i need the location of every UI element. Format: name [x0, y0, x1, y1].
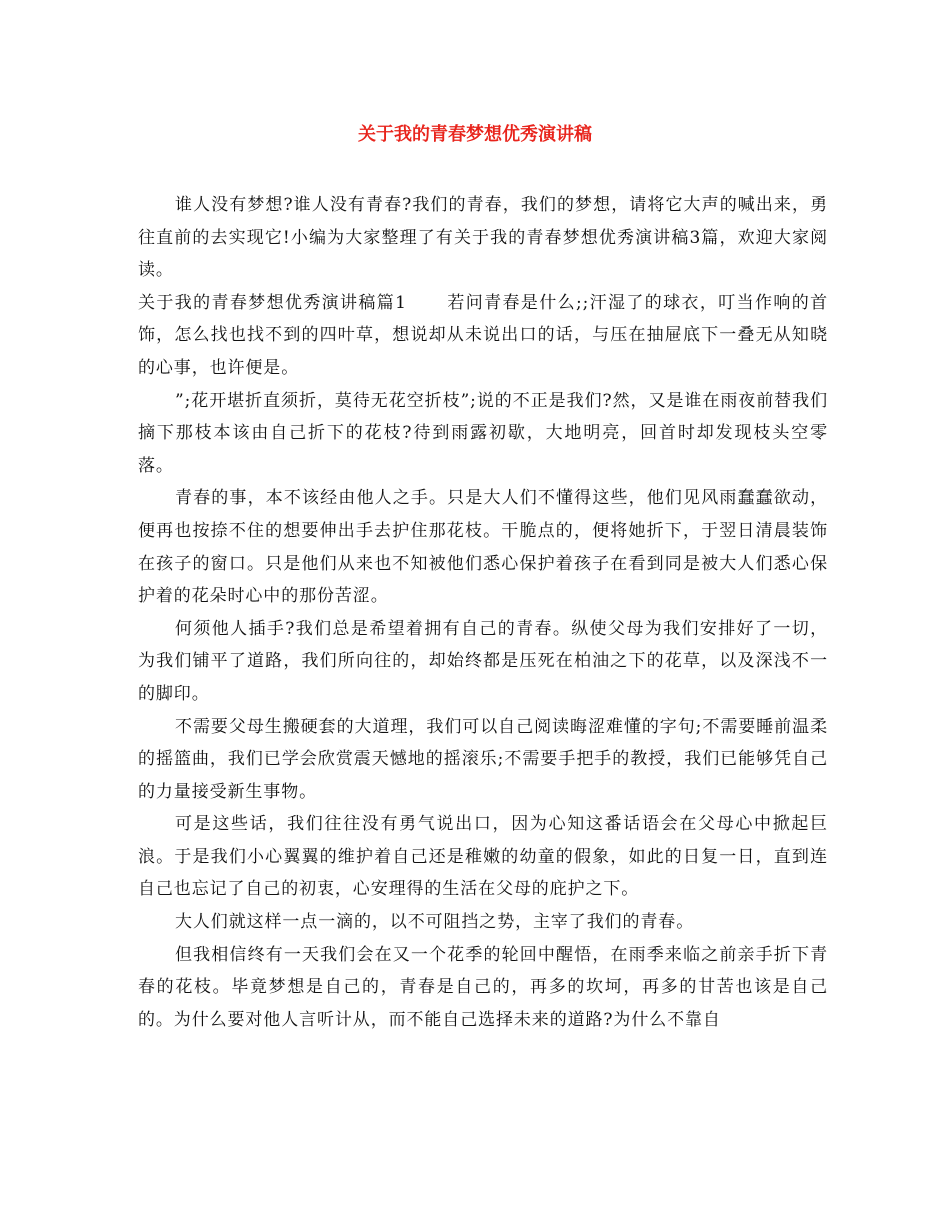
- body-paragraph-1: ”;花开堪折直须折，莫待无花空折枝”;说的不正是我们?然，又是谁在雨夜前替我们摘下那枝本该由自己折下的花枝?待到雨露初歇，大地明亮，回首时却发现枝头空零落。: [138, 390, 828, 476]
- body-paragraph-2: 青春的事，本不该经由他人之手。只是大人们不懂得这些，他们见风雨蠢蠢欲动，便再也按捺不住的想要伸出手去护住那花枝。干脆点的，便将她折下，于翌日清晨装饰在孩子的窗口。只是他们从来也不知被他们悉心保护着孩子在看到同是被大人们悉心保护着的花朵时心中的那份苦涩。: [138, 488, 828, 607]
- document-title: 关于我的青春梦想优秀演讲稿: [358, 124, 592, 145]
- body-paragraph-5: 可是这些话，我们往往没有勇气说出口，因为心知这番话语会在父母心中掀起巨浪。于是我们小心翼翼的维护着自己还是稚嫩的幼童的假象，如此的日复一日，直到连自己也忘记了自己的初衷，心安理得的生活在父母的庇护之下。: [138, 814, 828, 900]
- section-heading: 关于我的青春梦想优秀演讲稿篇1: [138, 292, 407, 313]
- intro-paragraph: 谁人没有梦想?谁人没有青春?我们的青春，我们的梦想，请将它大声的喊出来，勇往直前的去实现它!小编为大家整理了有关于我的青春梦想优秀演讲稿3篇，欢迎大家阅读。: [138, 195, 828, 281]
- body-paragraph-6: 大人们就这样一点一滴的，以不可阻挡之势，主宰了我们的青春。: [175, 912, 695, 933]
- document-body: [138, 189, 828, 1036]
- body-paragraph-7: 但我相信终有一天我们会在又一个花季的轮回中醒悟，在雨季来临之前亲手折下青春的花枝。毕竟梦想是自己的，青春是自己的，再多的坎坷，再多的甘苦也该是自己的。为什么要对他人言听计从，而不能自己选择未来的道路?为什么不靠自: [138, 944, 828, 1030]
- section-first-text: 若问青春是什么;;汗湿了的球衣，叮当作响的首饰，怎么找也找不到的四叶草，想说却从未说出口的话，与压在抽屉底下一叠无从知晓的心事，也许便是。: [138, 292, 828, 378]
- section-paragraph: [138, 287, 828, 385]
- body-paragraph-4: 不需要父母生搬硬套的大道理，我们可以自己阅读晦涩难懂的字句;不需要睡前温柔的摇篮曲，我们已学会欣赏震天憾地的摇滚乐;不需要手把手的教授，我们已能够凭自己的力量接受新生事物。: [138, 716, 828, 802]
- body-paragraph-3: 何须他人插手?我们总是希望着拥有自己的青春。纵使父母为我们安排好了一切，为我们铺平了道路，我们所向往的，却始终都是压死在柏油之下的花草，以及深浅不一的脚印。: [138, 618, 828, 704]
